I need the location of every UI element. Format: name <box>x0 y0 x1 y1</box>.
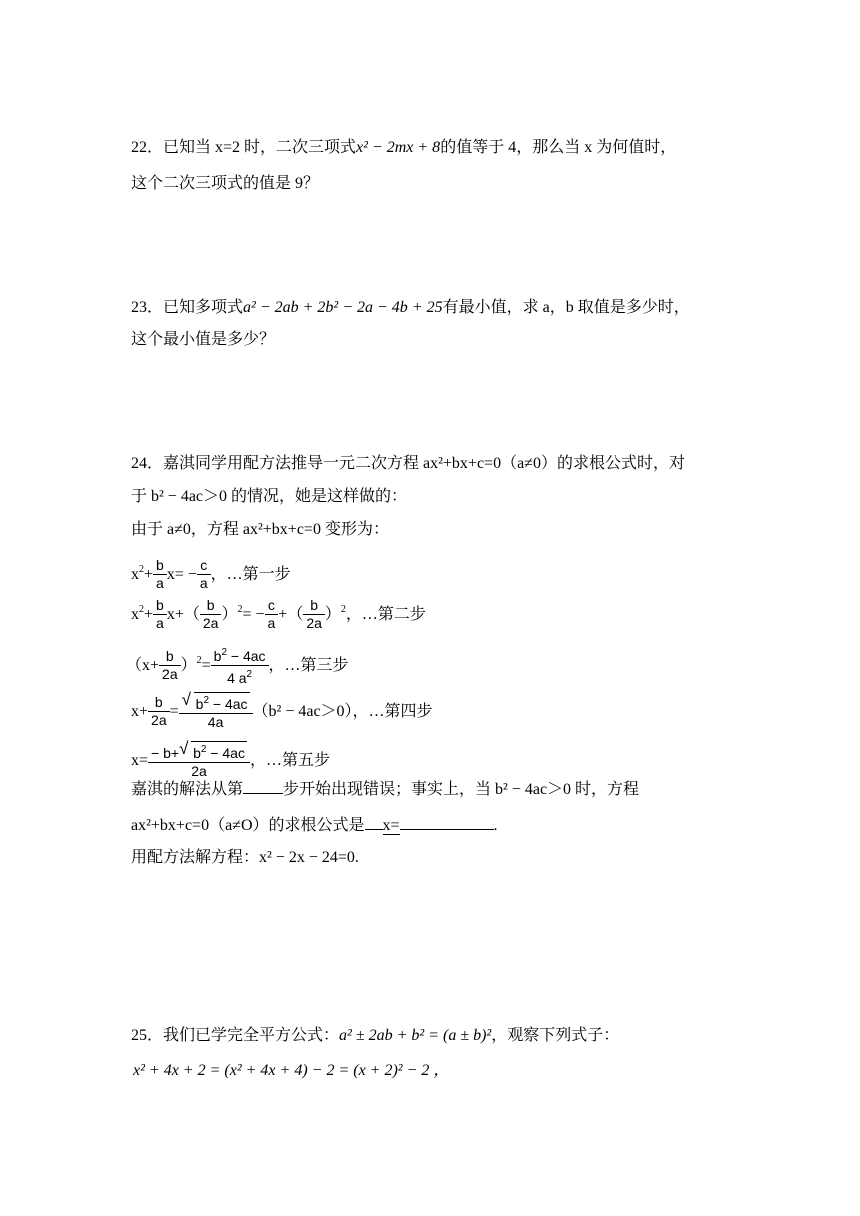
q24-task: 用配方法解方程：x² − 2x − 24=0. <box>131 849 359 866</box>
q24-step-2: $x^2+$ $\frac{b}{a}$ x+（ $\frac{b}{2a}$ ）$^2$= − $\frac{c}{a}$ +（ $\frac{b}{2a}$ ）$^2$，…第二步 <box>131 597 426 631</box>
fraction-b-over-a: $\frac{b}{a}$ <box>153 557 167 592</box>
q24-step-4: x+ $\frac{b}{2a}$ = √ $b^2 - 4ac$ 4a （b² − 4ac＞0），…第四步 <box>131 690 433 730</box>
fraction-root-formula: − b+ √ $b^2 - 4ac$ 2a <box>148 741 250 780</box>
q25-line-1: 25．我们已学完全平方公式：a² ± 2ab + b² = (a ± b)²，观察下列式子： <box>131 1027 620 1044</box>
answer-x-label: x= <box>382 817 400 834</box>
fraction-b-over-2a: $\frac{b}{2a}$ <box>200 597 222 632</box>
q24-line-2: 于 b² − 4ac＞0 的情况，她是这样做的： <box>131 488 408 505</box>
q24-conclusion-1: 嘉淇的解法从第 步开始出现错误；事实上，当 b² − 4ac＞0 时，方程 <box>131 777 639 802</box>
q24-conclusion-2: ax²+bx+c=0（a≠O）的求根公式是 x= . <box>131 813 498 838</box>
q23-line-2: 这个最小值是多少？ <box>131 331 276 348</box>
q23-line-1 <box>131 296 690 320</box>
fraction-sqrt-over-4a: √ $b^2 - 4ac$ 4a <box>179 692 253 731</box>
answer-blank-step[interactable] <box>243 777 283 794</box>
q22-text-pre: 22．已知当 x=2 时，二次三项式 <box>131 139 357 156</box>
q25-example: x² + 4x + 2 = (x² + 4x + 4) − 2 = (x + 2)² − 2 ， <box>133 1062 450 1079</box>
q22-text-post: 的值等于 4，那么当 x 为何值时， <box>440 139 677 156</box>
q22-line-1 <box>131 136 676 160</box>
q25-formula: a² ± 2ab + b² = (a ± b)² <box>339 1027 492 1044</box>
q24-line-3: 由于 a≠0，方程 ax²+bx+c=0 变形为： <box>131 521 389 538</box>
q23-text-post: 有最小值，求 a，b 取值是多少时， <box>442 299 690 316</box>
q24-line-1: 24．嘉淇同学用配方法推导一元二次方程 ax²+bx+c=0（a≠0）的求根公式时，对 <box>131 455 685 472</box>
q23-text-pre: 23．已知多项式 <box>131 299 244 316</box>
q22-expression: x² − 2mx + 8 <box>356 139 441 156</box>
fraction-discriminant-over-4a2: $\frac{b^2 - 4ac}{4 a^2}$ <box>211 644 269 687</box>
answer-blank-gap <box>365 813 383 830</box>
q24-step-1: $x^2+$ $\frac{b}{a}$ x= − $\frac{c}{a}$ ，…第一步 <box>131 557 291 591</box>
q22-line-2: 这个二次三项式的值是 9？ <box>131 175 320 192</box>
fraction-c-over-a: $\frac{c}{a}$ <box>197 557 211 592</box>
q24-step-5: x= − b+ √ $b^2 - 4ac$ 2a ，…第五步 <box>131 739 330 779</box>
q23-expression: a² − 2ab + 2b² − 2a − 4b + 25 <box>243 299 443 316</box>
q24-step-3: （x+ $\frac{b}{2a}$ ）$^2$= $\frac{b^2 - 4ac}{4 a^2}$ ，…第三步 <box>126 645 349 688</box>
answer-blank-formula[interactable] <box>400 813 494 830</box>
